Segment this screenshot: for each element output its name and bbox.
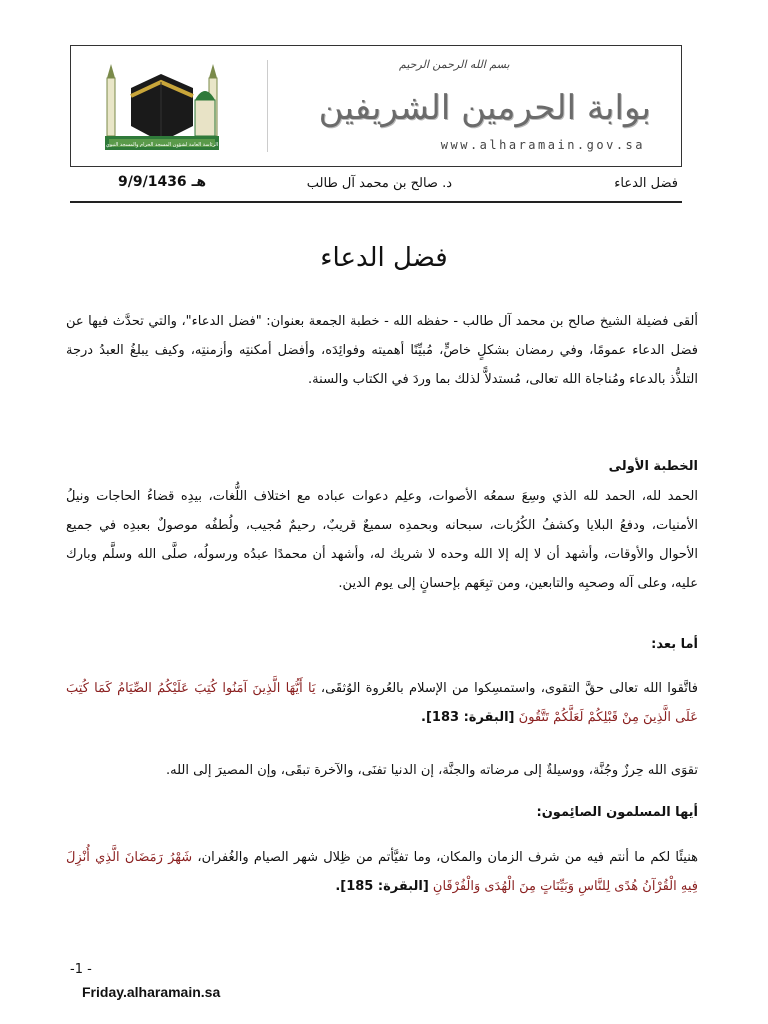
emblem-caption: الرئاسة العامة لشؤون المسجد الحرام والمسجد النبوي <box>105 142 219 148</box>
meta-date: 9/9/1436 هـ <box>118 174 207 190</box>
quran-verse-185: شَهْرُ رَمَضَانَ الَّذِي أُنْزِلَ فِيهِ الْقُرْآنُ هُدًى لِلنَّاسِ وَبَيِّنَاتٍ مِنَ الْهُدَى وَالْفُرْقَانِ <box>66 850 698 894</box>
taqwa-text: فاتَّقوا الله تعالى حقَّ التقوى، واستمسِكوا من الإسلام بالعُروة الوُثقَى، <box>315 681 699 696</box>
taqwa-paragraph <box>66 674 698 732</box>
header-rule <box>70 201 682 203</box>
page-header-box <box>70 45 682 167</box>
congrats-text: هنيئًا لكم ما أنتم فيه من شرف الزمان والمكان، وما تفيَّأتم من ظِلال شهر الصيام والغُفران، <box>192 850 698 865</box>
khutba-heading: الخطبة الأولى <box>608 459 698 474</box>
taqwa-second-paragraph: تقوَى الله حِرزٌ وجُنَّة، ووسيلةٌ إلى مرضاته والجنَّة، إن الدنيا تفنَى، والآخرة تبقَى، وإن المصيرَ إلى الله. <box>165 763 698 778</box>
verse-reference-183: [البقرة: 183]. <box>421 710 515 725</box>
intro-paragraph: ألقى فضيلة الشيخ صالح بن محمد آل طالب - حفظه الله - خطبة الجمعة بعنوان: "فضل الدعاء"، والتي تحدَّث فيها عن فضل الدعاء عمومًا، وفي رمضان بشكلٍ خاصٍّ، مُبيِّنًا أهميته وفوائِدَه، وأفضل أمكنتِه وأزمنتِه، وكيف يبلغُ العبدُ درجة التلذُّذ بالدعاء ومُناجاة الله تعالى، مُستدلاًّ لذلك بما وردَ في الكتاب والسنة. <box>66 314 698 387</box>
basmala: بسم الله الرحمن الرحيم <box>399 58 510 71</box>
site-url[interactable]: www.alharamain.gov.sa <box>440 138 645 152</box>
header-divider <box>267 60 268 152</box>
quran-verse-183: يَا أَيُّهَا الَّذِينَ آمَنُوا كُتِبَ عَلَيْكُمُ الصِّيَامُ كَمَا كُتِبَ عَلَى الَّذِينَ مِنْ قَبْلِكُمْ لَعَلَّكُمْ تَتَّقُونَ <box>66 681 698 725</box>
document-title: فضل الدعاء <box>320 243 448 273</box>
page-number: -1 - <box>70 962 92 977</box>
fasting-heading: أيها المسلمون الصائِمون: <box>536 805 698 820</box>
meta-author: د. صالح بن محمد آل طالب <box>306 176 452 191</box>
site-title-logo: بوابة الحرمين الشريفين <box>318 88 651 128</box>
footer-site-link[interactable]: Friday.alharamain.sa <box>82 984 221 1000</box>
meta-topic: فضل الدعاء <box>614 176 678 191</box>
amma-bad-heading: أما بعد: <box>651 637 698 652</box>
kaaba-mosque-emblem-icon <box>101 60 223 156</box>
verse-reference-185: [البقرة: 185]. <box>335 879 429 894</box>
praise-paragraph: الحمد لله، الحمد لله الذي وسِعَ سمعُه الأصوات، وعلِم دعوات عباده مع اختلاف اللُّغات، بيدِه قضاءُ الحاجات ونيلُ الأمنيات، ودفعُ البلايا وكشفُ الكُرُبات، سبحانه وبحمدِه سميعٌ قريبٌ، رحيمٌ مُجيب، ولُطفُه موصولٌ بعبدِه في جميع الأحوال والأوقات، وأشهد أن لا إله إلا الله وحده لا شريك له، وأشهد أن محمدًا عبدُه ورسولُه، صلَّى الله وسلَّم وبارك عليه، وعلى آله وصحبِه والتابعين، ومن تبِعَهم بإحسانٍ إلى يوم الدين. <box>66 489 698 591</box>
document-meta <box>70 172 682 198</box>
congrats-paragraph <box>66 843 698 901</box>
